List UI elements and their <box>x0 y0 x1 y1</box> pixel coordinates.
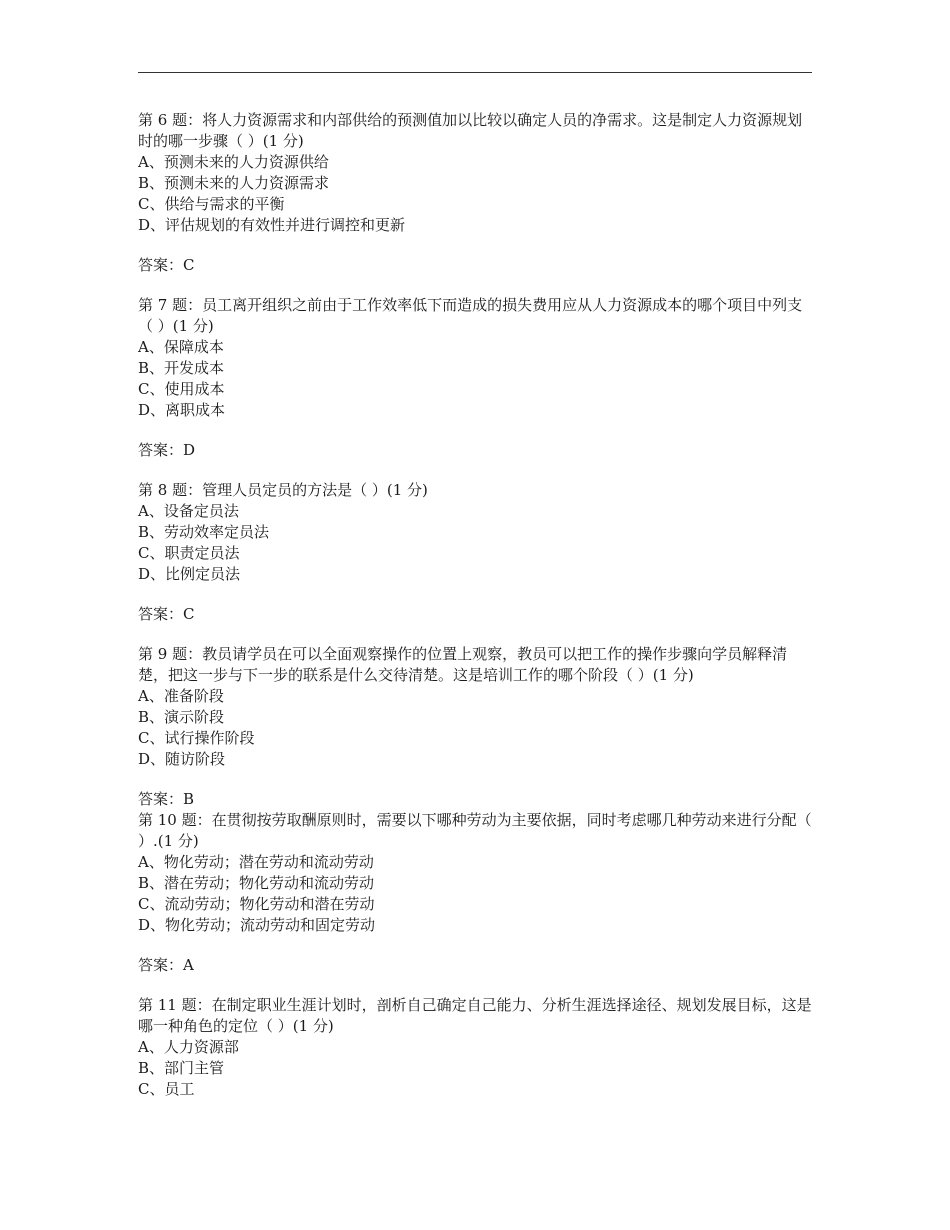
answer-line <box>138 604 813 625</box>
option-c: C、使用成本 <box>138 380 225 398</box>
option-b: B、部门主管 <box>138 1059 225 1077</box>
option-b: B、劳动效率定员法 <box>138 523 270 541</box>
question-text: 第 9 题：教员请学员在可以全面观察操作的位置上观察，教员可以把工作的操作步骤向学员解释清楚，把这一步与下一步的联系是什么交待清楚。这是培训工作的哪个阶段（ ）(1 分) <box>138 645 788 684</box>
answer-value: C <box>183 605 195 623</box>
option-a: A、准备阶段 <box>138 687 224 705</box>
option-d: D、物化劳动；流动劳动和固定劳动 <box>138 916 376 934</box>
question-text: 第 7 题：员工离开组织之前由于工作效率低下而造成的损失费用应从人力资源成本的哪个项目中列支（ ）(1 分) <box>138 296 803 335</box>
answer-label: 答案： <box>138 605 184 623</box>
answer-value: C <box>183 256 195 274</box>
answer-line <box>138 789 813 810</box>
question-item <box>138 480 813 625</box>
answer-value: B <box>183 790 195 808</box>
question-text: 第 6 题：将人力资源需求和内部供给的预测值加以比较以确定人员的净需求。这是制定人力资源规划时的哪一步骤（ ）(1 分) <box>138 111 803 150</box>
option-c: C、员工 <box>138 1080 195 1098</box>
answer-label: 答案： <box>138 256 184 274</box>
question-text: 第 8 题：管理人员定员的方法是（ ）(1 分) <box>138 481 428 499</box>
question-item <box>138 644 813 810</box>
option-c: C、职责定员法 <box>138 544 240 562</box>
option-a: A、预测未来的人力资源供给 <box>138 153 329 171</box>
question-item <box>138 810 813 976</box>
option-d: D、评估规划的有效性并进行调控和更新 <box>138 216 406 234</box>
option-d: D、随访阶段 <box>138 750 226 768</box>
answer-value: A <box>183 956 194 974</box>
answer-line <box>138 955 813 976</box>
answer-label: 答案： <box>138 441 184 459</box>
answer-line <box>138 255 813 276</box>
question-list <box>138 110 813 1100</box>
option-d: D、比例定员法 <box>138 565 241 583</box>
option-a: A、人力资源部 <box>138 1038 239 1056</box>
answer-line <box>138 440 813 461</box>
answer-label: 答案： <box>138 790 184 808</box>
option-a: A、物化劳动；潜在劳动和流动劳动 <box>138 853 374 871</box>
question-text: 第 11 题：在制定职业生涯计划时，剖析自己确定自己能力、分析生涯选择途径、规划发展目标，这是哪一种角色的定位（ ）(1 分) <box>138 996 812 1035</box>
option-d: D、离职成本 <box>138 401 226 419</box>
question-item <box>138 995 813 1100</box>
option-b: B、演示阶段 <box>138 708 225 726</box>
option-c: C、试行操作阶段 <box>138 729 255 747</box>
question-item <box>138 295 813 461</box>
answer-label: 答案： <box>138 956 184 974</box>
question-text: 第 10 题：在贯彻按劳取酬原则时，需要以下哪种劳动为主要依据，同时考虑哪几种劳动来进行分配（ ）.(1 分) <box>138 811 812 850</box>
option-b: B、潜在劳动；物化劳动和流动劳动 <box>138 874 375 892</box>
header-rule <box>138 72 812 73</box>
option-c: C、供给与需求的平衡 <box>138 195 285 213</box>
option-a: A、设备定员法 <box>138 502 239 520</box>
option-a: A、保障成本 <box>138 338 224 356</box>
answer-value: D <box>183 441 196 459</box>
question-item <box>138 110 813 276</box>
option-c: C、流动劳动；物化劳动和潜在劳动 <box>138 895 375 913</box>
option-b: B、开发成本 <box>138 359 225 377</box>
option-b: B、预测未来的人力资源需求 <box>138 174 330 192</box>
